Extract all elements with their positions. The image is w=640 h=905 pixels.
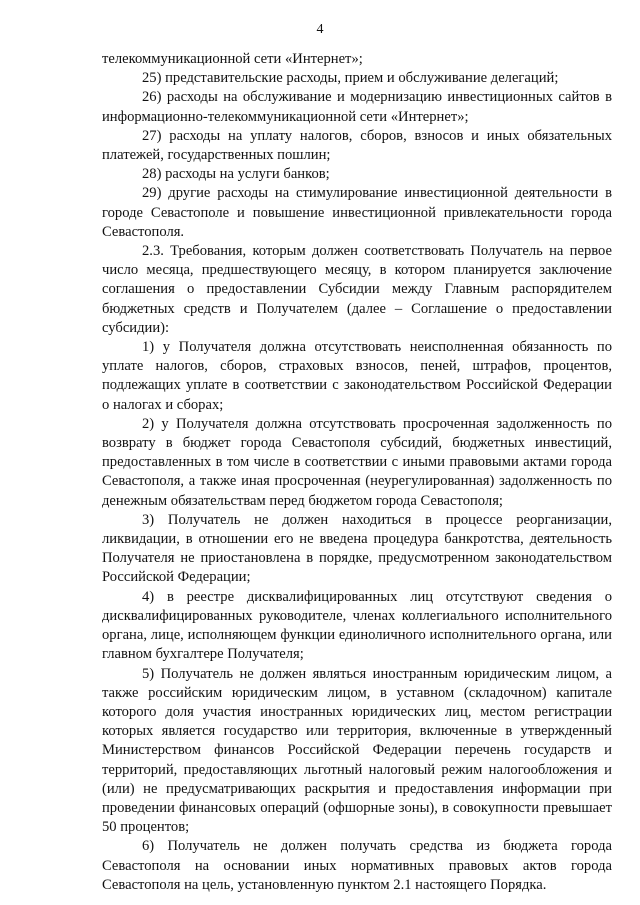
page-number: 4 — [316, 22, 324, 37]
document-body — [102, 50, 612, 895]
requirement-4: 4) в реестре дисквалифицированных лиц отсутствуют сведения о дисквалифицированных руководителе, членах коллегиального исполнительного органа, лице, исполняющем функции единоличного исполнительного органа, или главном бухгалтере Получателя; — [102, 588, 612, 663]
requirement-2: 2) у Получателя должна отсутствовать просроченная задолженность по возврату в бюджет города Севастополя субсидий, бюджетных инвестиций, предоставленных в том числе в соответствии с иными правовыми актами города Севастополя, а также иная просроченная (неурегулированная) задолженность по денежным обязательствам перед бюджетом города Севастополя; — [102, 415, 612, 509]
list-item-26: 26) расходы на обслуживание и модернизацию инвестиционных сайтов в информационно-телекоммуникационной сети «Интернет»; — [102, 89, 612, 125]
requirement-1: 1) у Получателя должна отсутствовать неисполненная обязанность по уплате налогов, сборов, страховых взносов, пеней, штрафов, процентов, подлежащих уплате в соответствии с законодательством Российской Федерации о налогах и сборах; — [102, 339, 612, 413]
requirement-5: 5) Получатель не должен являться иностранным юридическим лицом, а также российским юридическим лицом, в уставном (складочном) капитале которого доля участия иностранных юридических лиц, местом регистрации которых является государство или территория, включенные в утвержденный Министерством финансов Российской Федерации перечень государств и территорий, предоставляющих льготный налоговый режим налогообложения и (или) не предусматривающих раскрытия и предоставления информации при проведении финансовых операций (офшорные зоны), в совокупности превышает 50 процентов; — [102, 665, 612, 836]
section-2-3: 2.3. Требования, которым должен соответствовать Получатель на первое число месяца, предшествующего месяцу, в котором планируется заключение соглашения о предоставлении Субсидии между Главным распорядителем бюджетных средств и Получателем (далее – Соглашение о предоставлении субсидии): — [102, 243, 612, 336]
list-item-29: 29) другие расходы на стимулирование инвестиционной деятельности в городе Севастополе и повышение инвестиционной привлекательности города Севастополя. — [102, 185, 612, 240]
list-item-27: 27) расходы на уплату налогов, сборов, взносов и иных обязательных платежей, государственных пошлин; — [102, 127, 612, 164]
list-item-28: 28) расходы на услуги банков; — [142, 166, 330, 183]
requirement-3: 3) Получатель не должен находиться в процессе реорганизации, ликвидации, в отношении его не введена процедура банкротства, деятельность Получателя не приостановлена в порядке, предусмотренном законодательством Российской Федерации; — [102, 511, 612, 586]
paragraph-continuation: телекоммуникационной сети «Интернет»; — [102, 51, 363, 67]
list-item-25: 25) представительские расходы, прием и обслуживание делегаций; — [142, 70, 559, 87]
requirement-6: 6) Получатель не должен получать средства из бюджета города Севастополя на основании иных нормативных правовых актов города Севастополя на цель, установленную пунктом 2.1 настоящего Порядка. — [102, 838, 612, 893]
